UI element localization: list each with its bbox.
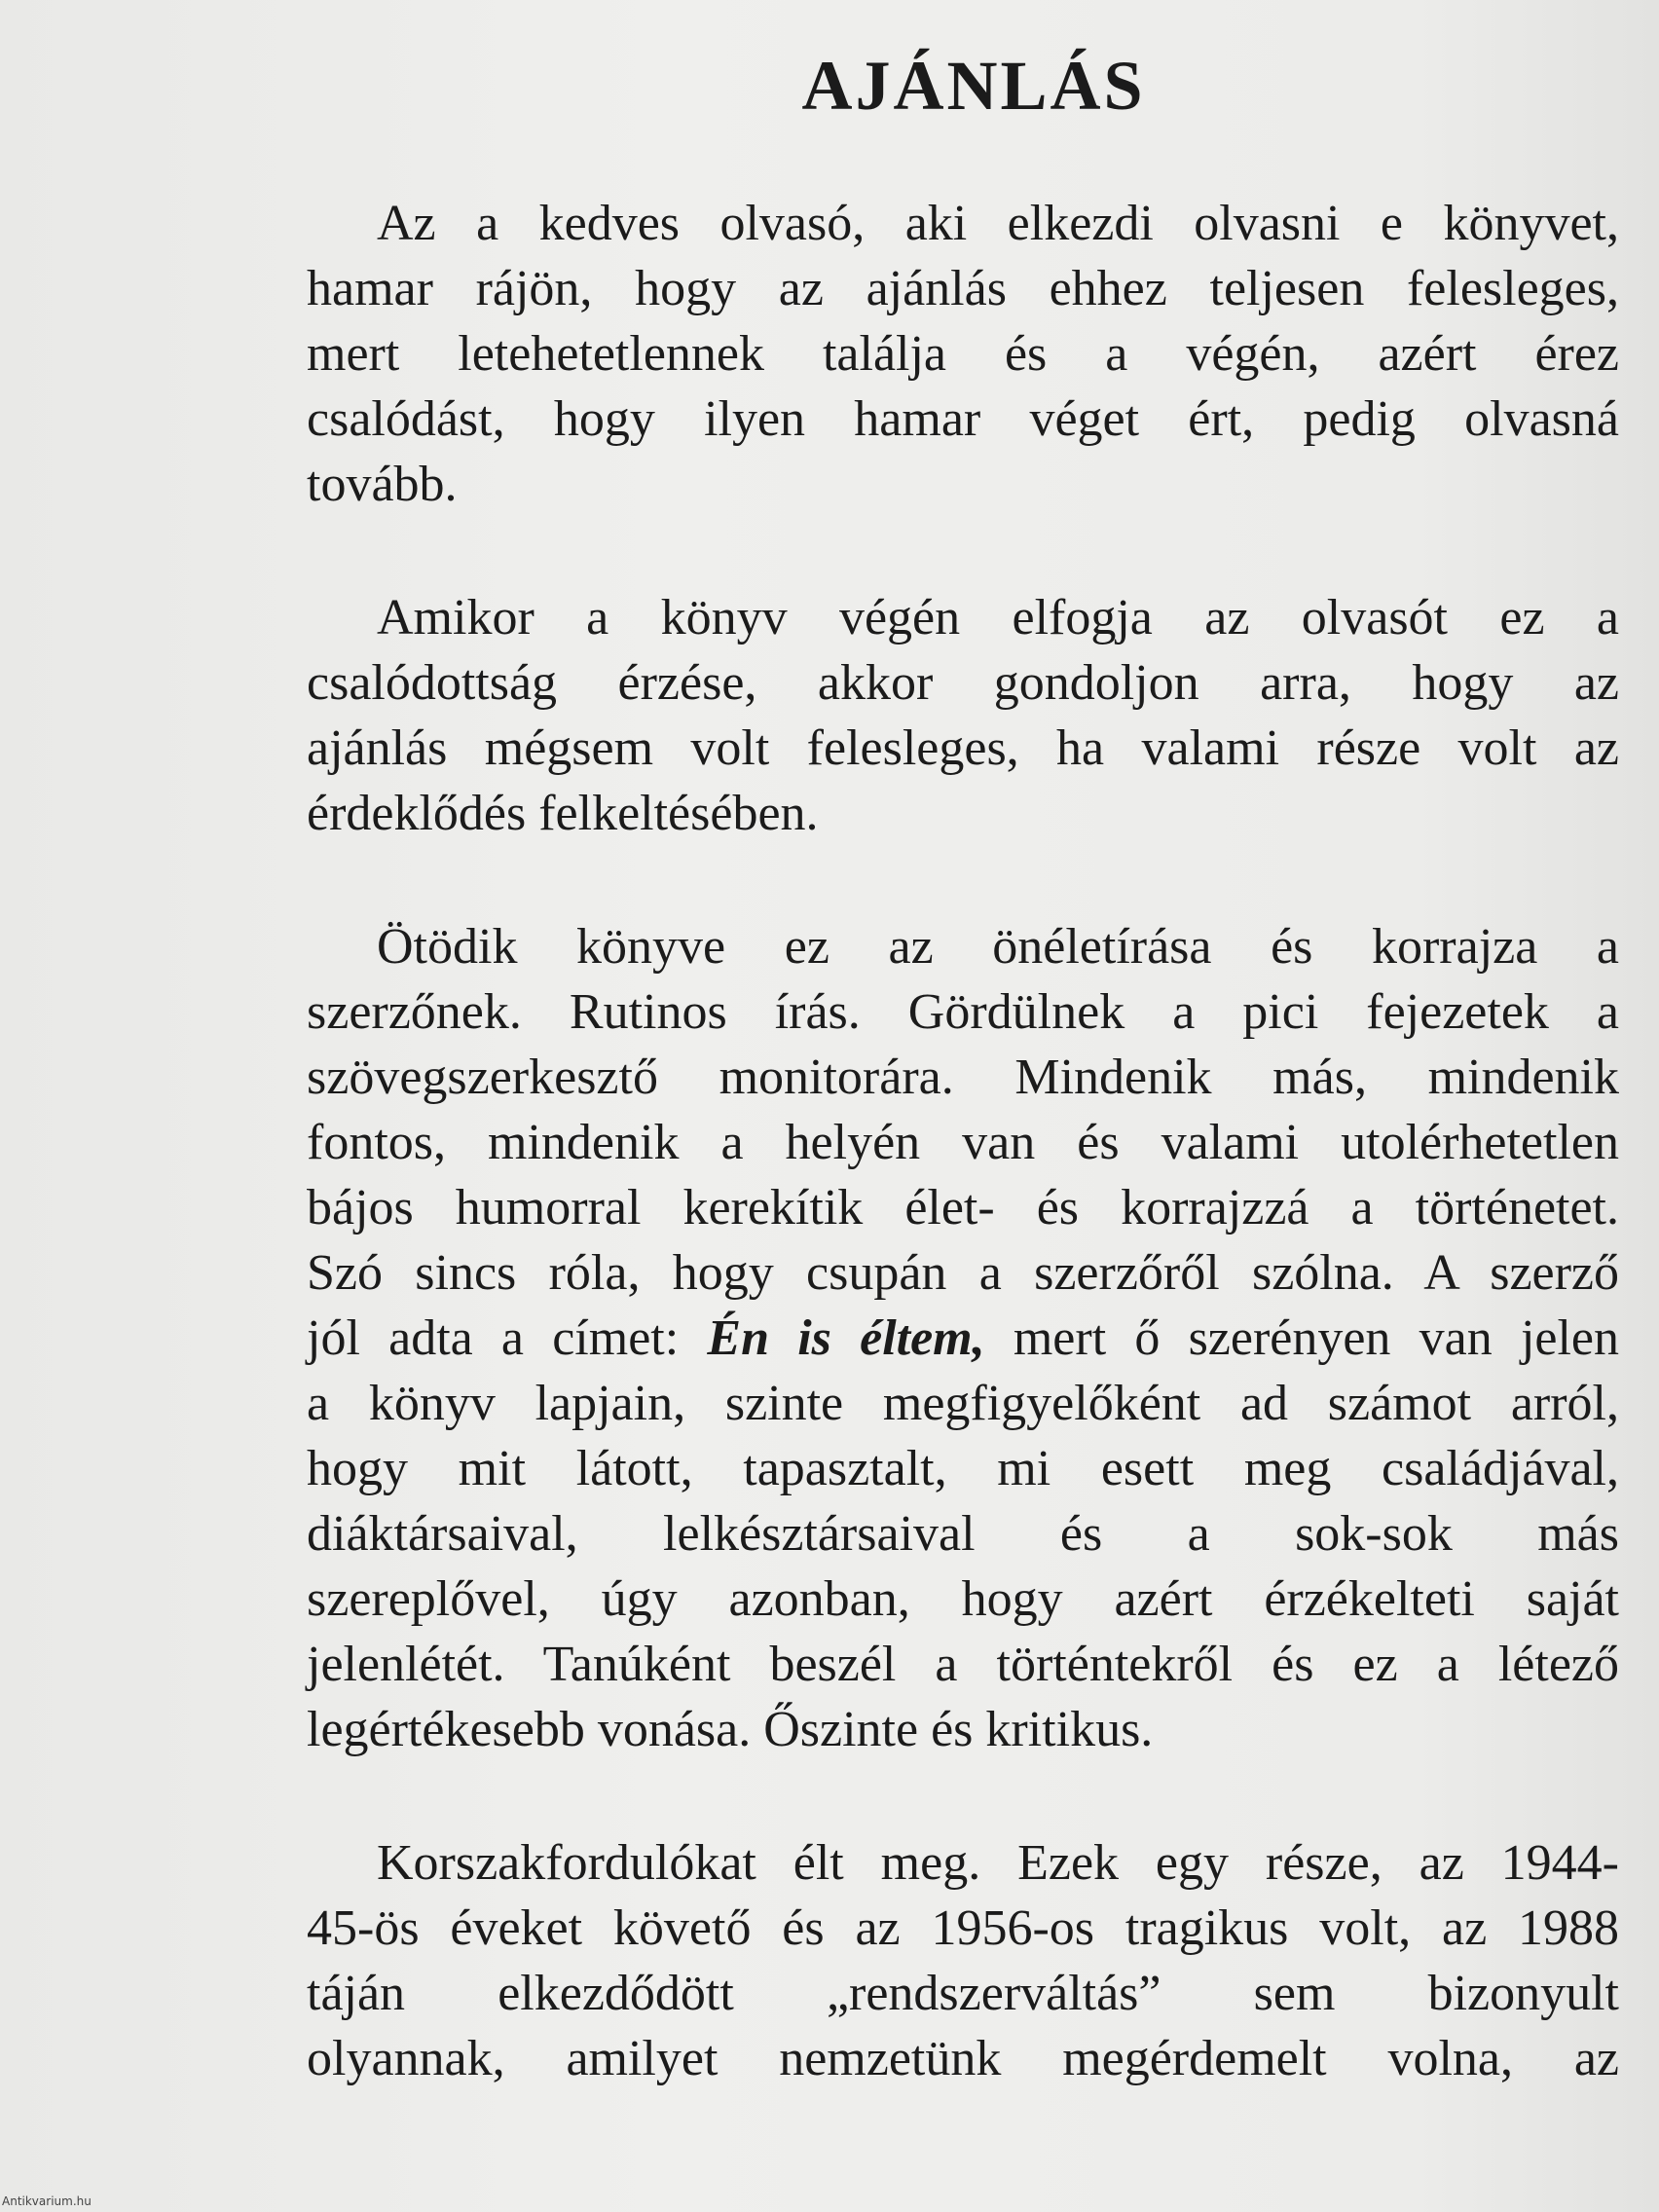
paragraph-1 bbox=[307, 191, 1619, 517]
text-line: a könyv lapjain, szinte megfigyelőként ad számot arról, bbox=[307, 1376, 1619, 1431]
text-line: hamar rájön, hogy az ajánlás ehhez teljesen felesleges, bbox=[307, 261, 1619, 316]
text-line: Az a kedves olvasó, aki elkezdi olvasni e könyvet, bbox=[377, 196, 1619, 251]
text-line: ajánlás mégsem volt felesleges, ha valami része volt az bbox=[307, 720, 1619, 776]
paragraph-3 bbox=[307, 914, 1619, 1762]
text-line-with-book-title bbox=[307, 1306, 1619, 1371]
text-line: szövegszerkesztő monitorára. Mindenik más, mindenik bbox=[307, 1050, 1619, 1105]
text-line: Korszakfordulókat élt meg. Ezek egy része, az 1944- bbox=[377, 1835, 1619, 1891]
text-line: szerzőnek. Rutinos írás. Gördülnek a pici fejezetek a bbox=[307, 984, 1619, 1040]
paragraph-2 bbox=[307, 585, 1619, 846]
paragraph-4 bbox=[307, 1830, 1619, 2091]
text-line: jelenlétét. Tanúként beszél a történtekről és ez a létező bbox=[307, 1637, 1619, 1692]
text-fragment: mert ő szerényen van jelen bbox=[1013, 1310, 1620, 1366]
text-line: csalódást, hogy ilyen hamar véget ért, pedig olvasná bbox=[307, 391, 1619, 447]
watermark: Antikvarium.hu bbox=[2, 2194, 92, 2208]
text-line: érdeklődés felkeltésében. bbox=[307, 786, 819, 841]
text-line: mert letehetetlennek találja és a végén, azért érez bbox=[307, 326, 1619, 382]
book-title: Én is éltem, bbox=[707, 1310, 985, 1366]
text-fragment: jól adta a címet: bbox=[307, 1310, 680, 1366]
text-line: Ötödik könyve ez az önéletírása és korrajza a bbox=[377, 919, 1619, 975]
text-line: Amikor a könyv végén elfogja az olvasót ez a bbox=[377, 590, 1619, 645]
text-line: Szó sincs róla, hogy csupán a szerzőről szólna. A szerző bbox=[307, 1245, 1619, 1301]
text-line: táján elkezdődött „rendszerváltás” sem bizonyult bbox=[307, 1966, 1619, 2021]
text-body bbox=[307, 191, 1619, 2159]
page-title: AJÁNLÁS bbox=[801, 47, 1146, 125]
text-line: tovább. bbox=[307, 457, 458, 512]
text-line: szereplővel, úgy azonban, hogy azért érzékelteti saját bbox=[307, 1571, 1619, 1627]
text-line: 45-ös éveket követő és az 1956-os tragikus volt, az 1988 bbox=[307, 1900, 1619, 1956]
text-line: legértékesebb vonása. Őszinte és kritikus. bbox=[307, 1702, 1154, 1757]
text-line: fontos, mindenik a helyén van és valami utolérhetetlen bbox=[307, 1115, 1619, 1170]
text-line: diáktársaival, lelkésztársaival és a sok-sok más bbox=[307, 1506, 1619, 1562]
text-line: olyannak, amilyet nemzetünk megérdemelt volna, az bbox=[307, 2031, 1619, 2086]
text-line: hogy mit látott, tapasztalt, mi esett meg családjával, bbox=[307, 1441, 1619, 1496]
text-line: csalódottság érzése, akkor gondoljon arra, hogy az bbox=[307, 655, 1619, 711]
text-line: bájos humorral kerekítik élet- és korrajzzá a történetet. bbox=[307, 1180, 1619, 1235]
